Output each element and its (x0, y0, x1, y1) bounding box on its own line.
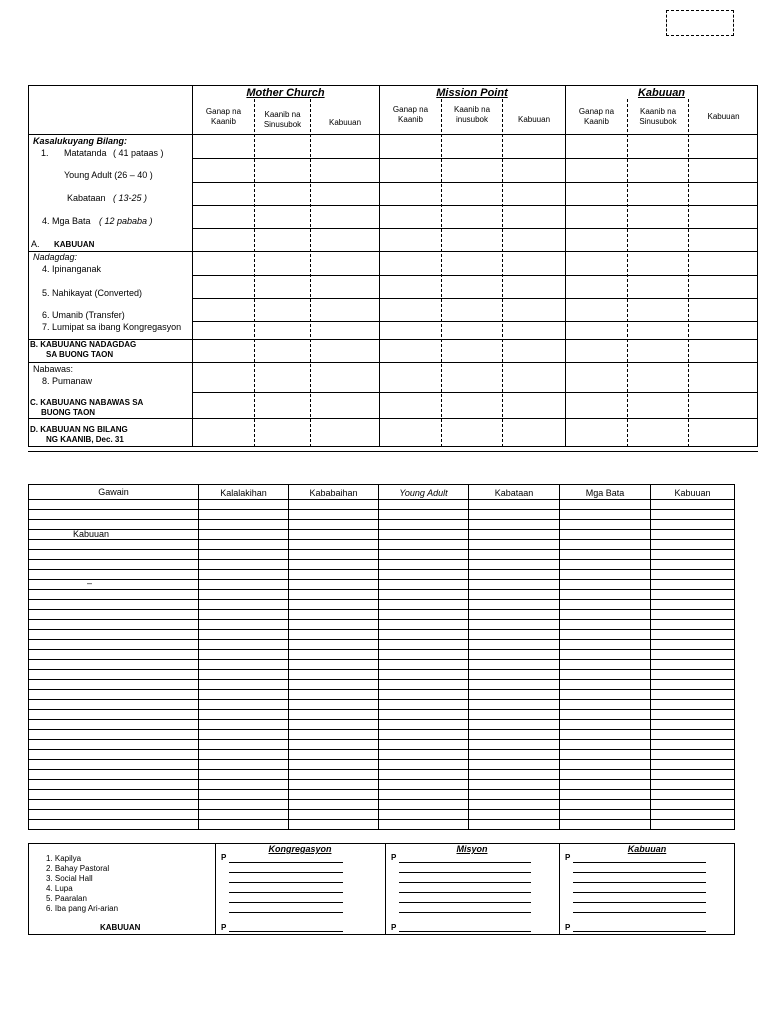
amount-field[interactable] (229, 912, 343, 913)
amount-field[interactable] (573, 882, 706, 883)
item-iba-pang-ari-arian: 6. Iba pang Ari-arian (46, 904, 119, 913)
table3-divider (559, 843, 560, 935)
row-nahikayat: 5. Nahikayat (Converted) (42, 288, 143, 298)
amount-field[interactable] (229, 902, 343, 903)
table-row[interactable] (28, 619, 735, 620)
col-kabuuan: Kabuuan (517, 115, 551, 124)
table-row[interactable] (28, 679, 735, 680)
col-gawain: Gawain (98, 487, 129, 497)
table-row[interactable] (28, 609, 735, 610)
col-kabuuan: Kabuuan (707, 112, 740, 121)
amount-field[interactable] (399, 931, 531, 932)
col-kabuuan: Kabuuan (674, 488, 711, 498)
table-row[interactable] (28, 769, 735, 770)
amount-field[interactable] (399, 872, 531, 873)
row-a-letter: A. (31, 239, 40, 249)
amount-field[interactable] (229, 872, 343, 873)
row-lumipat: 7. Lumipat sa ibang Kongregasyon (42, 322, 182, 332)
row-kabataan-range: ( 13-25 ) (113, 193, 148, 203)
col-kabuuan: Kabuuan (627, 844, 667, 854)
peso-sign: P (221, 853, 227, 862)
table-row[interactable] (28, 669, 735, 670)
item-social-hall: 3. Social Hall (46, 874, 93, 883)
table-row[interactable] (28, 819, 735, 820)
col-kaanib-na-sinusubok: Kaanib na Sinusubok (639, 107, 677, 126)
table-row[interactable] (28, 749, 735, 750)
col-young-adult: Young Adult (399, 488, 448, 498)
col-ganap-na-kaanib: Ganap na Kaanib (205, 107, 242, 126)
group-title-kabuuan: Kabuuan (637, 87, 686, 99)
table-row[interactable] (28, 499, 735, 500)
section-line (28, 362, 758, 363)
row-mga-bata: 4. Mga Bata (42, 216, 91, 226)
total-label: KABUUAN (100, 923, 141, 932)
row-matatanda: Matatanda (64, 148, 107, 158)
amount-field[interactable] (573, 872, 706, 873)
row-line (192, 321, 758, 322)
table-row[interactable] (28, 579, 735, 580)
peso-sign: P (221, 923, 227, 932)
col-ganap-na-kaanib: Ganap na Kaanib (392, 105, 429, 124)
table-row[interactable] (28, 659, 735, 660)
col-kabuuan: Kabuuan (328, 118, 362, 127)
row-kabuuan-b-2: SA BUONG TAON (46, 350, 114, 359)
amount-field[interactable] (573, 892, 706, 893)
row-kabataan: Kabataan (67, 193, 106, 203)
col-ganap-na-kaanib: Ganap na Kaanib (578, 107, 615, 126)
row-line (192, 298, 758, 299)
row-kabuuan-c: C. KABUUANG NABAWAS SA (30, 398, 144, 407)
amount-field[interactable] (399, 862, 531, 863)
section-nadagdag: Nadagdag: (33, 252, 78, 262)
col-kaanib-na-inusubok: Kaanib na inusubok (453, 105, 491, 124)
amount-field[interactable] (229, 931, 343, 932)
row-line (192, 275, 758, 276)
table-row[interactable] (28, 689, 735, 690)
row-line (192, 182, 758, 183)
amount-field[interactable] (399, 902, 531, 903)
form-number-box[interactable] (666, 10, 734, 36)
amount-field[interactable] (229, 862, 343, 863)
table-row[interactable] (28, 529, 735, 530)
table-row[interactable] (28, 759, 735, 760)
row-umanib: 6. Umanib (Transfer) (42, 310, 125, 320)
group-title-mother-church: Mother Church (246, 87, 325, 99)
col-kalalakihan: Kalalakihan (220, 488, 267, 498)
row-kabuuan-d-2: NG KAANIB, Dec. 31 (46, 435, 124, 444)
amount-field[interactable] (229, 892, 343, 893)
table-row[interactable] (28, 539, 735, 540)
amount-field[interactable] (573, 912, 706, 913)
row-young-adult: Young Adult (26 – 40 ) (64, 170, 153, 180)
table1-header-line (28, 134, 758, 135)
peso-sign: P (565, 853, 571, 862)
amount-field[interactable] (229, 882, 343, 883)
section-line (28, 339, 758, 340)
row-kabuuan-d: D. KABUUAN NG BILANG (30, 425, 128, 434)
table-row[interactable] (28, 649, 735, 650)
table-row[interactable] (28, 599, 735, 600)
double-line (28, 451, 758, 452)
amount-field[interactable] (399, 892, 531, 893)
item-bahay-pastoral: 2. Bahay Pastoral (46, 864, 110, 873)
table-row[interactable] (28, 549, 735, 550)
section-line (28, 251, 758, 252)
row-line (192, 205, 758, 206)
table1-subdivider (310, 99, 311, 447)
table1-subdivider (627, 99, 628, 447)
table-row[interactable] (28, 789, 735, 790)
peso-sign: P (391, 853, 397, 862)
table1-subdivider (254, 99, 255, 447)
table1-subdivider (502, 99, 503, 447)
col-kaanib-na-sinusubok: Kaanib na Sinusubok (263, 110, 302, 129)
col-kababaihan: Kababaihan (309, 488, 358, 498)
table-row[interactable] (28, 519, 735, 520)
table-row[interactable] (28, 779, 735, 780)
table1-subdivider (441, 99, 442, 447)
table-row[interactable] (28, 699, 735, 700)
table-row[interactable] (28, 509, 735, 510)
item-paaralan: 5. Paaralan (46, 894, 87, 903)
row-kabuuan-c-2: BUONG TAON (41, 408, 96, 417)
item-lupa: 4. Lupa (46, 884, 73, 893)
table3-divider (215, 843, 216, 935)
row-dash: – (87, 578, 93, 588)
row-ipinanganak: 4. Ipinanganak (42, 264, 102, 274)
peso-sign: P (565, 923, 571, 932)
amount-field[interactable] (573, 902, 706, 903)
row-line (192, 392, 758, 393)
row-matatanda-range: ( 41 pataas ) (113, 148, 164, 158)
row-num: 1. (41, 148, 49, 158)
amount-field[interactable] (399, 912, 531, 913)
row-mga-bata-range: ( 12 pababa ) (99, 216, 153, 226)
row-line (192, 158, 758, 159)
property-table (28, 843, 735, 935)
table-row[interactable] (28, 809, 735, 810)
col-misyon: Misyon (456, 844, 488, 854)
peso-sign: P (391, 923, 397, 932)
table-row[interactable] (28, 739, 735, 740)
table-row[interactable] (28, 639, 735, 640)
item-kapilya: 1. Kapilya (46, 854, 82, 863)
table3-divider (385, 843, 386, 935)
group-title-mission-point: Mission Point (436, 87, 508, 99)
row-pumanaw: 8. Pumanaw (42, 376, 93, 386)
table-row[interactable] (28, 709, 735, 710)
col-kabataan: Kabataan (494, 488, 534, 498)
table-row[interactable] (28, 729, 735, 730)
table-row[interactable] (28, 569, 735, 570)
table-row[interactable] (28, 589, 735, 590)
col-kongregasyon: Kongregasyon (268, 844, 332, 854)
section-nabawas: Nabawas: (33, 364, 74, 374)
amount-field[interactable] (573, 862, 706, 863)
row-line (192, 228, 758, 229)
table-row[interactable] (28, 799, 735, 800)
row-kabuuan-label: Kabuuan (73, 529, 110, 539)
table-row[interactable] (28, 559, 735, 560)
amount-field[interactable] (399, 882, 531, 883)
section-kasalukuyang: Kasalukuyang Bilang: (33, 136, 128, 146)
table1-subdivider (688, 99, 689, 447)
section-line (28, 418, 758, 419)
row-kabuuan-b: B. KABUUANG NADAGDAG (30, 340, 137, 349)
table-row[interactable] (28, 629, 735, 630)
col-mga-bata: Mga Bata (585, 488, 625, 498)
table-row[interactable] (28, 719, 735, 720)
amount-field[interactable] (573, 931, 706, 932)
row-kabuuan-a: KABUUAN (54, 240, 95, 249)
